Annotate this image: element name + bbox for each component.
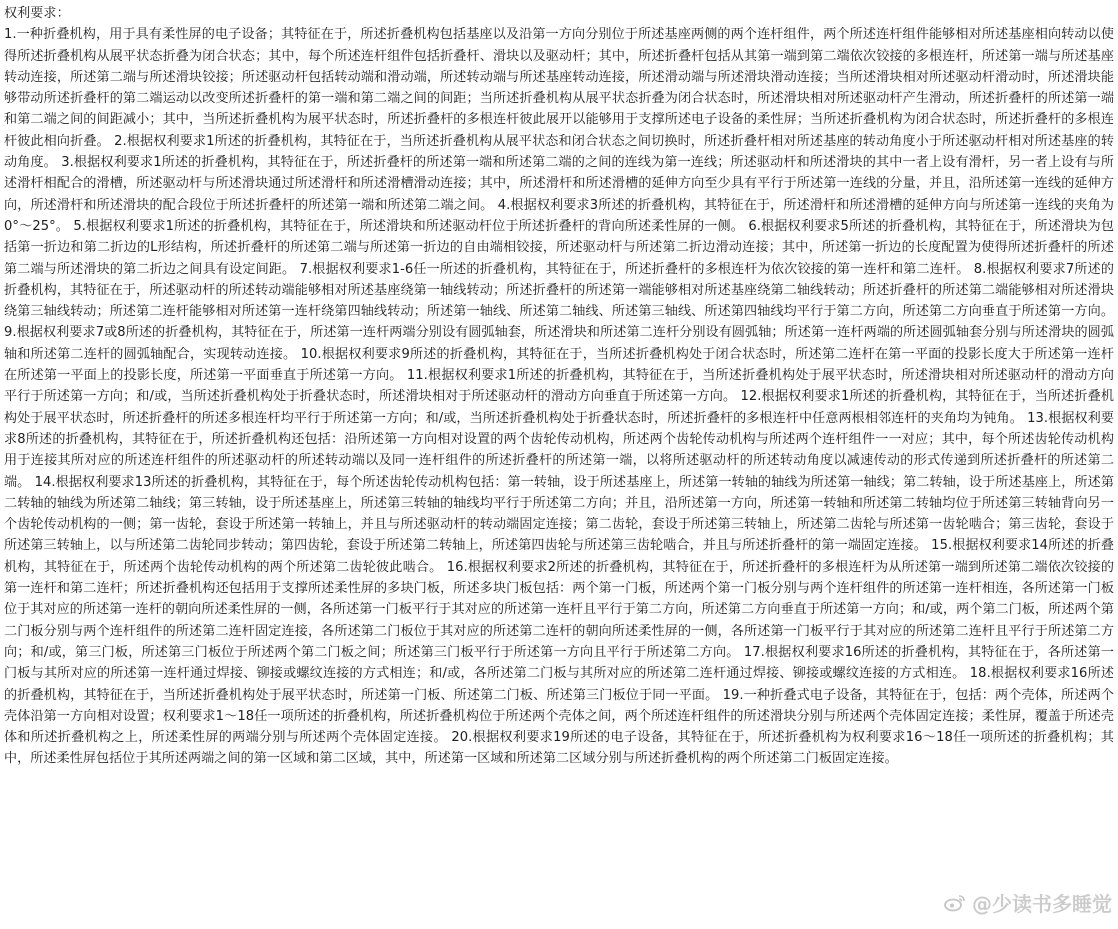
claims-heading: 权利要求： <box>4 6 70 21</box>
claims-text: 1.一种折叠机构，用于具有柔性屏的电子设备；其特征在于，所述折叠机构包括基座以及沿第一方向分别位于所述基座两侧的两个连杆组件，两个所述连杆组件能够相对所述基座相向转动以使得所述折叠机构从展平状态折叠为闭合状态；其中，每个所述连杆组件包括折叠杆、滑块以及驱动杆；其中，所述折叠杆包括从其第一端到第二端依次铰接的多根连杆，所述第一端与所述基座转动连接，所述第二端与所述滑块铰接；所述驱动杆包括转动端和滑动端，所述转动端与所述基座转动连接，所述滑动端与所述滑块滑动连接；当所述滑块相对所述驱动杆滑动时，所述滑块能够带动所述折叠杆的第二端运动以改变所述折叠杆的第一端和第二端之间的间距；当所述折叠机构从展平状态折叠为闭合状态时，所述滑块相对所述驱动杆产生滑动，所述折叠杆的所述第一端和第二端之间的间距减小；其中，当所述折叠机构为展平状态时，所述折叠杆的多根连杆彼此展开以能够用于支撑所述电子设备的柔性屏；当所述折叠机构为闭合状态时，所述折叠杆的多根连杆彼此相向折叠。 2.根据权利要求1所述的折叠机构，其特征在于，当所述折叠机构从展平状态和闭合状态之间切换时，所述折叠杆相对所述基座的转动角度小于所述驱动杆相对所述基座的转动角度。 3.根据权利要求1所述的折叠机构，其特征在于，所述折叠杆的所述第一端和所述第二端的之间的连线为第一连线；所述驱动杆和所述滑块的其中一者上设有滑杆，另一者上设有与所述滑杆相配合的滑槽，所述驱动杆与所述滑块通过所述滑杆和所述滑槽滑动连接；其中，所述滑杆和所述滑槽的延伸方向至少具有平行于所述第一连线的分量，并且，沿所述第一连线的延伸方向，所述滑杆和所述滑块的配合段位于所述折叠杆的所述第一端和所述第二端之间。 4.根据权利要求3所述的折叠机构，其特征在于，所述滑杆和所述滑槽的延伸方向与所述第一连线的夹角为0°～25°。 5.根据权利要求1所述的折叠机构，其特征在于，所述滑块和所述驱动杆位于所述折叠杆的背向所述柔性屏的一侧。 6.根据权利要求5所述的折叠机构，其特征在于，所述滑块为包括第一折边和第二折边的L形结构，所述折叠杆的所述第二端与所述第一折边的自由端相铰接，所述驱动杆与所述第二折边滑动连接；其中，所述第一折边的长度配置为使得所述折叠杆的所述第二端与所述滑块的第二折边之间具有设定间距。 7.根据权利要求1-6任一所述的折叠机构，其特征在于，所述折叠杆的多根连杆为依次铰接的第一连杆和第二连杆。 8.根据权利要求7所述的折叠机构，其特征在于，所述驱动杆的所述转动端能够相对所述基座绕第一轴线转动；所述折叠杆的所述第一端能够相对所述基座绕第二轴线转动；所述折叠杆的所述第二端能够相对所述滑块绕第三轴线转动；所述第二连杆能够相对所述第一连杆绕第四轴线转动；所述第一轴线、所述第二轴线、所述第三轴线、所述第四轴线均平行于第二方向，所述第二方向垂直于所述第一方向。 9.根据权利要求7或8所述的折叠机构，其特征在于，所述第一连杆两端分别设有圆弧轴套，所述滑块和所述第二连杆分别设有圆弧轴；所述第一连杆两端的所述圆弧轴套分别与所述滑块的圆弧轴和所述第二连杆的圆弧轴配合，实现转动连接。 10.根据权利要求9所述的折叠机构，其特征在于，当所述折叠机构处于闭合状态时，所述第二连杆在第一平面的投影长度大于所述第一连杆在所述第一平面上的投影长度，所述第一平面垂直于所述第一方向。 11.根据权利要求1所述的折叠机构，其特征在于，当所述折叠机构处于展平状态时，所述滑块相对所述驱动杆的滑动方向平行于所述第一方向；和/或，当所述折叠机构处于折叠状态时，所述滑块相对于所述驱动杆的滑动方向垂直于所述第一方向。 12.根据权利要求1所述的折叠机构，其特征在于，当所述折叠机构处于展平状态时，所述折叠杆的所述多根连杆均平行于所述第一方向；和/或，当所述折叠机构处于折叠状态时，所述折叠杆的多根连杆中任意两根相邻连杆的夹角均为钝角。 13.根据权利要求8所述的折叠机构，其特征在于，所述折叠机构还包括：沿所述第一方向相对设置的两个齿轮传动机构，所述两个齿轮传动机构与所述两个连杆组件一一对应；其中，每个所述齿轮传动机构用于连接其所对应的所述连杆组件的所述驱动杆的所述转动端以及同一连杆组件的所述折叠杆的所述第一端，以将所述驱动杆的所述转动角度以减速传动的形式传递到所述折叠杆的所述第二端。 14.根据权利要求13所述的折叠机构，其特征在于，每个所述齿轮传动机构包括：第一转轴，设于所述基座上，所述第一转轴的轴线为所述第一轴线；第二转轴，设于所述基座上，所述第二转轴的轴线为所述第二轴线；第三转轴，设于所述基座上，所述第三转轴的轴线均平行于所述第二方向；并且，沿所述第一方向，所述第一转轴和所述第二转轴均位于所述第三转轴背向另一个齿轮传动机构的一侧；第一齿轮，套设于所述第一转轴上，并且与所述驱动杆的转动端固定连接；第二齿轮，套设于所述第三转轴上，所述第二齿轮与所述第一齿轮啮合；第三齿轮，套设于所述第三转轴上，以与所述第二齿轮同步转动；第四齿轮，套设于所述第二转轴上，所述第四齿轮与所述第三齿轮啮合，并且与所述折叠杆的第一端固定连接。 15.根据权利要求14所述的折叠机构，其特征在于，所述两个齿轮传动机构的两个所述第二齿轮彼此啮合。 16.根据权利要求2所述的折叠机构，其特征在于，所述折叠杆的多根连杆为从所述第一端到所述第二端依次铰接的第一连杆和第二连杆；所述折叠机构还包括用于支撑所述柔性屏的多块门板，所述多块门板包括：两个第一门板，所述两个第一门板分别与两个连杆组件的所述第一连杆相连，各所述第一门板位于其对应的所述第一连杆的朝向所述柔性屏的一侧，各所述第一门板平行于其对应的所述第一连杆且平行于第二方向，所述第二方向垂直于所述第一方向；和/或，两个第二门板，所述两个第二门板分别与两个连杆组件的所述第二连杆固定连接，各所述第二门板位于其对应的所述第二连杆的朝向所述柔性屏的一侧，各所述第一门板平行于其对应的所述第二连杆且平行于所述第二方向；和/或，第三门板，所述第三门板位于所述两个第二门板之间；所述第三门板平行于所述第一方向且平行于所述第二方向。 17.根据权利要求16所述的折叠机构，其特征在于，各所述第一门板与其所对应的所述第一连杆通过焊接、铆接或螺纹连接的方式相连；和/或，各所述第二门板与其所对应的所述第二连杆通过焊接、铆接或螺纹连接的方式相连。 18.根据权利要求16所述的折叠机构，其特征在于，当所述折叠机构处于展平状态时，所述第一门板、所述第二门板、所述第三门板位于同一平面。 19.一种折叠式电子设备，其特征在于，包括：两个壳体，所述两个壳体沿第一方向相对设置；权利要求1～18任一项所述的折叠机构，所述折叠机构位于所述两个壳体之间，两个所述连杆组件的所述滑块分别与所述两个壳体固定连接；柔性屏，覆盖于所述壳体和所述折叠机构之上，所述柔性屏的两端分别与所述两个壳体固定连接。 20.根据权利要求19所述的电子设备，其特征在于，所述折叠机构为权利要求16～18任一项所述的折叠机构；其中，所述柔性屏包括位于其所述两端之间的第一区域和第二区域，其中，所述第一区域和所述第二区域分别与所述折叠机构的两个所述第二门板固定连接。 <box>4 27 1114 767</box>
watermark-text: @少读书多睡觉 <box>972 892 1112 916</box>
